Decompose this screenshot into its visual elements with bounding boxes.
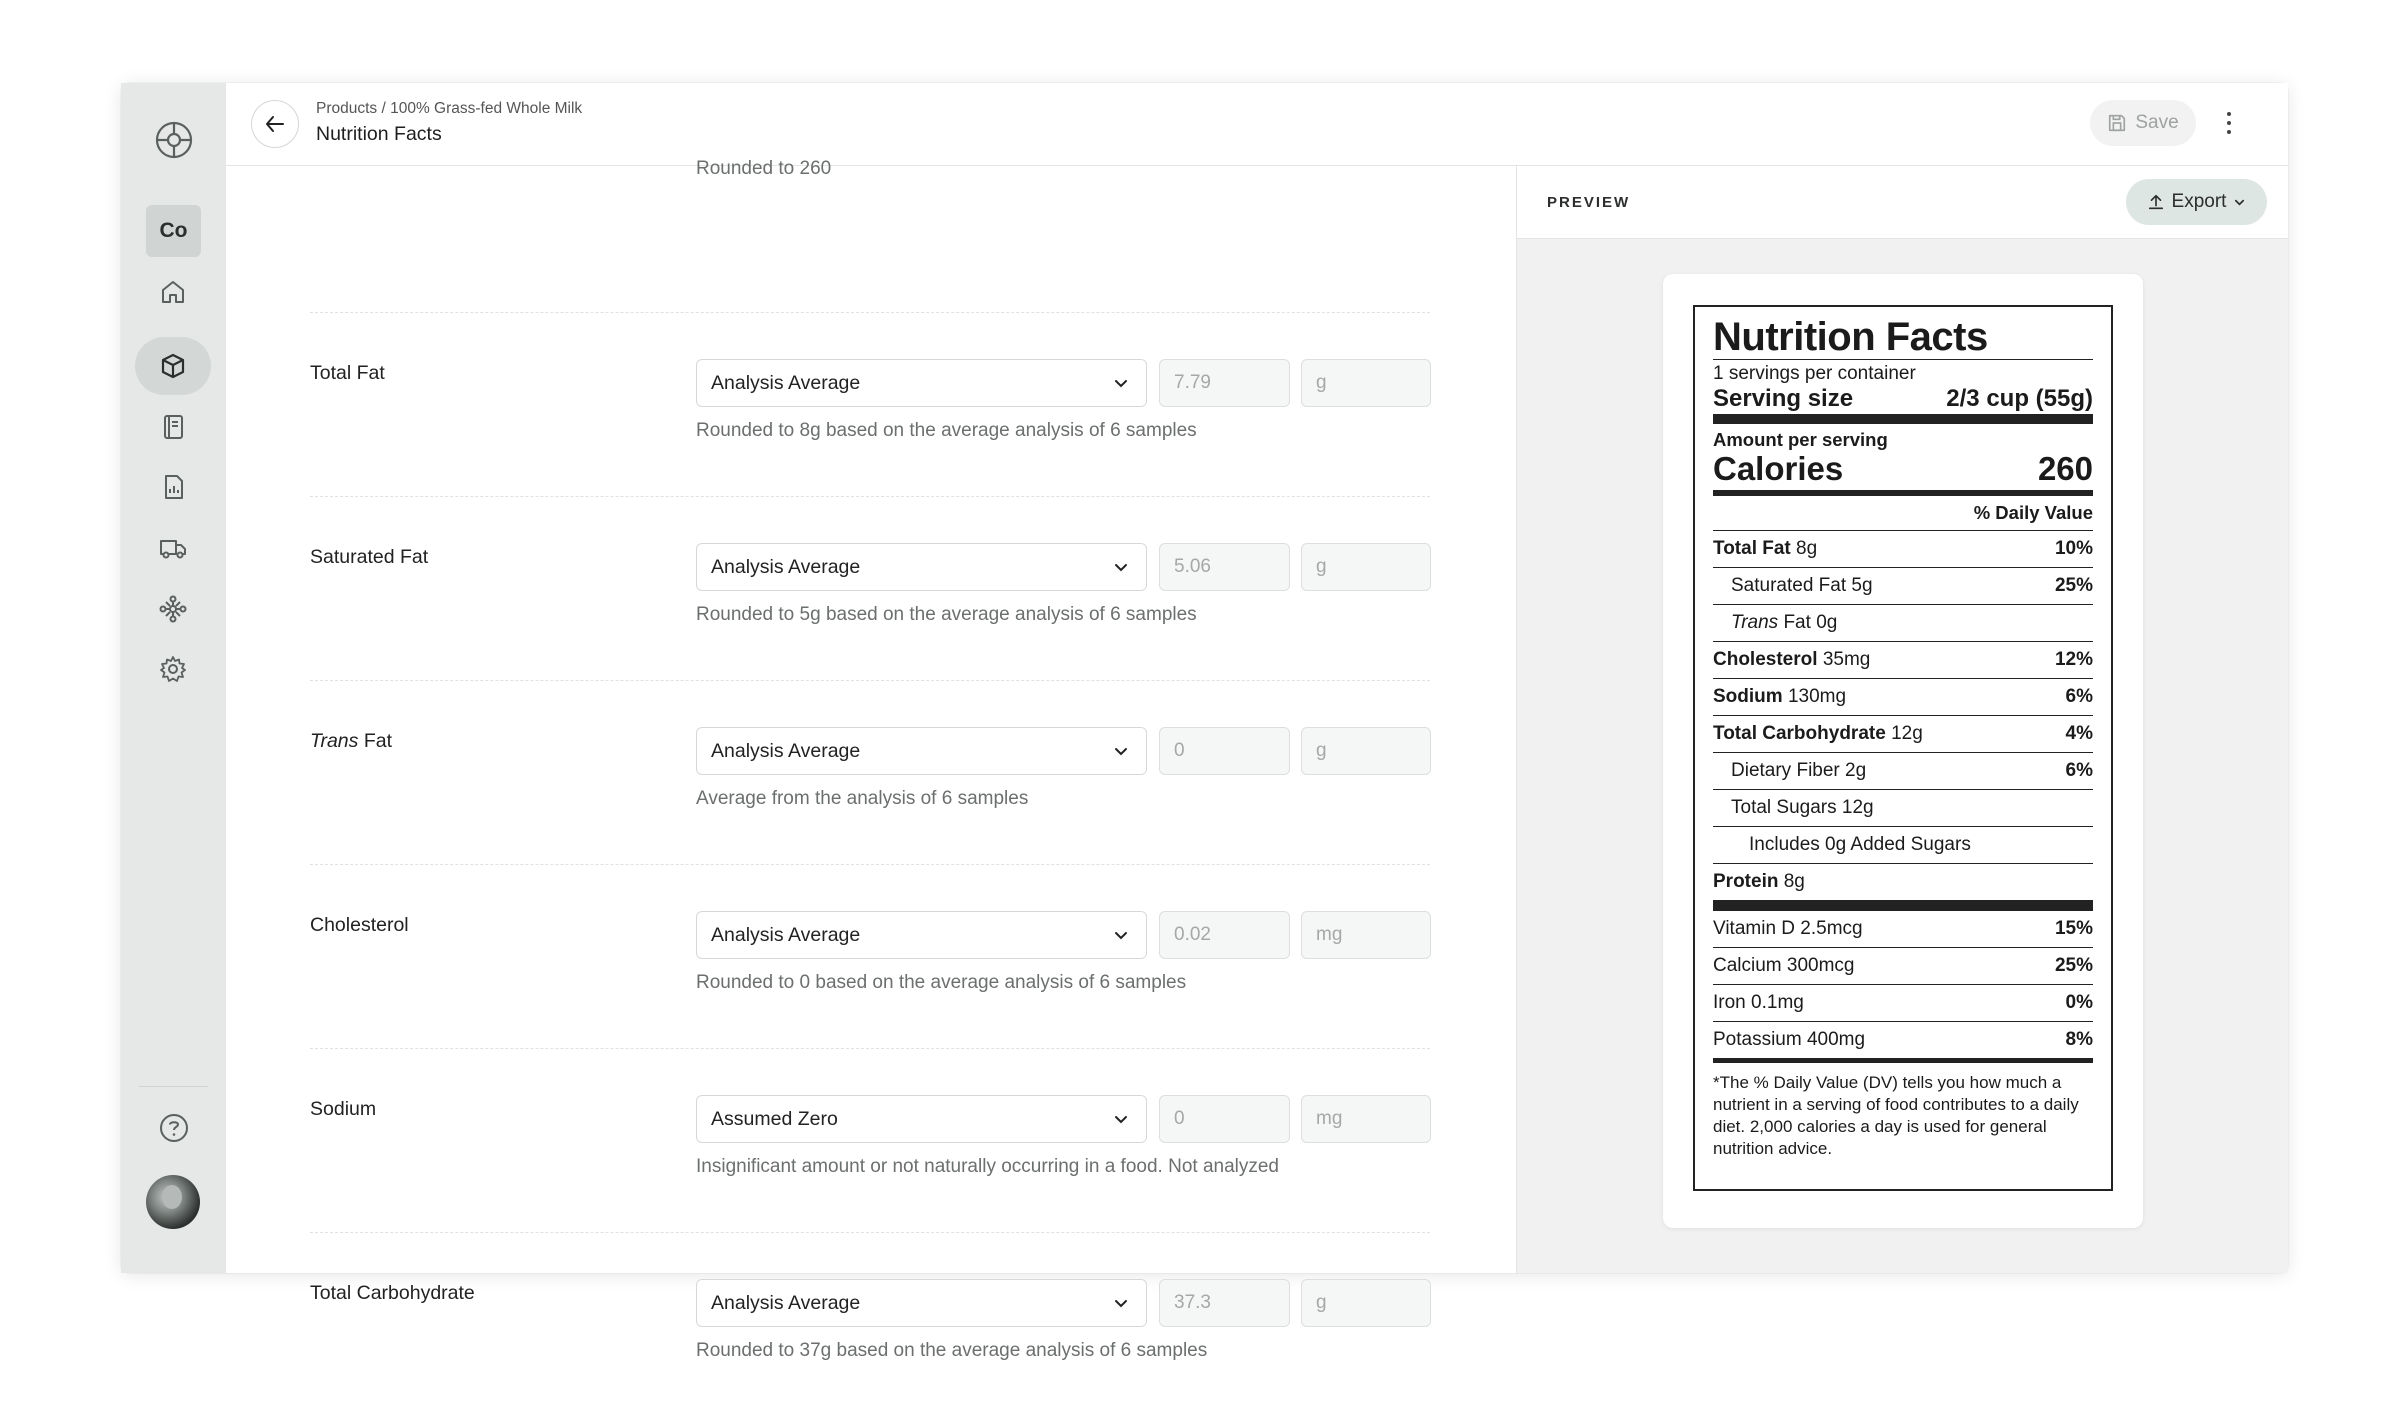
- preview-panel: [1516, 166, 2288, 1273]
- method-value: Analysis Average: [711, 555, 861, 578]
- box-icon: [158, 351, 188, 381]
- network-icon: [158, 594, 188, 624]
- nf-pct: 6%: [2065, 760, 2093, 781]
- method-select[interactable]: [696, 359, 1147, 407]
- amount-field[interactable]: 37.3: [1159, 1279, 1290, 1327]
- nutrition-facts-label: [1693, 305, 2113, 1191]
- nf-pct: 12%: [2054, 649, 2093, 670]
- nf-pct: 0%: [2065, 992, 2093, 1013]
- nf-amount: 8g: [1783, 871, 1805, 892]
- breadcrumb[interactable]: Products / 100% Grass-fed Whole Milk: [316, 100, 583, 117]
- home-icon: [158, 277, 188, 307]
- upload-icon: [2147, 193, 2165, 211]
- nf-amount: 0.1mg: [1751, 992, 1804, 1013]
- unit-field[interactable]: g: [1301, 543, 1431, 591]
- save-label: Save: [2135, 112, 2179, 133]
- preview-label: PREVIEW: [1547, 194, 1631, 211]
- nf-pct: 25%: [2054, 955, 2093, 976]
- preview-header: [1517, 166, 2288, 239]
- amount-field[interactable]: 5.06: [1159, 543, 1290, 591]
- rounding-note: Insignificant amount or not naturally occurring in a food. Not analyzed: [696, 1156, 1279, 1177]
- gear-icon: [158, 654, 188, 684]
- label-card: [1663, 274, 2143, 1228]
- unit-field[interactable]: mg: [1301, 1095, 1431, 1143]
- nf-amount: 12g: [1891, 723, 1923, 744]
- method-value: Analysis Average: [711, 923, 861, 946]
- nutrient-label: [310, 730, 392, 753]
- nf-row-protein: [1713, 864, 2093, 911]
- nutrient-label: Saturated Fat: [310, 546, 429, 568]
- nf-row-saturated-fat: [1713, 568, 2093, 605]
- chevron-down-icon: [1112, 1111, 1130, 1129]
- nutrient-label: Total Fat: [310, 362, 385, 384]
- nf-amount: 0g: [1816, 612, 1838, 633]
- chevron-down-icon: [1112, 559, 1130, 577]
- nf-row-iron: [1713, 985, 2093, 1022]
- nutrient-label: Cholesterol: [310, 914, 409, 936]
- method-value: Analysis Average: [711, 1291, 861, 1314]
- nf-name: Includes 0g Added Sugars: [1749, 834, 1971, 855]
- nf-serving-size-label: Serving size: [1713, 385, 1854, 412]
- nf-pct: 10%: [2054, 538, 2093, 559]
- unit-field[interactable]: g: [1301, 359, 1431, 407]
- amount-field[interactable]: 0.02: [1159, 911, 1290, 959]
- nf-serving-size-value: 2/3 cup (55g): [1946, 385, 2093, 412]
- nf-name: Fat: [1778, 612, 1811, 633]
- save-icon: [2107, 113, 2127, 133]
- nf-pct: 15%: [2054, 918, 2093, 939]
- export-label: Export: [2171, 191, 2227, 212]
- calories-note: Rounded to 260: [696, 158, 832, 179]
- nf-amount: 8g: [1796, 538, 1818, 559]
- rounding-note: Average from the analysis of 6 samples: [696, 788, 1029, 809]
- nutrient-label-italic: Trans: [310, 730, 359, 752]
- nf-name: Calcium: [1713, 955, 1782, 976]
- method-value: Analysis Average: [711, 371, 861, 394]
- nf-name: Total Carbohydrate: [1713, 723, 1886, 744]
- nutrient-form: [226, 158, 1516, 1361]
- nf-row-calcium: [1713, 948, 2093, 985]
- rounding-note: Rounded to 5g based on the average analysis of 6 samples: [696, 604, 1197, 625]
- nf-calories-value: 260: [2037, 450, 2093, 487]
- amount-field[interactable]: 0: [1159, 727, 1290, 775]
- report-icon: [158, 472, 188, 502]
- nf-name: Potassium: [1713, 1029, 1802, 1050]
- nf-row-total-fat: [1713, 531, 2093, 568]
- nutrient-label-text: Fat: [358, 730, 392, 752]
- sidebar-item-products[interactable]: [135, 337, 211, 395]
- nf-row-cholesterol: [1713, 642, 2093, 679]
- sidebar-item-settings[interactable]: [135, 640, 211, 698]
- sidebar-item-reports[interactable]: [135, 458, 211, 516]
- sidebar-item-shipping[interactable]: [135, 519, 211, 577]
- arrow-left-icon: [263, 112, 287, 136]
- chevron-down-icon: [1112, 927, 1130, 945]
- nf-amount: 5g: [1851, 575, 1873, 596]
- amount-field[interactable]: 7.79: [1159, 359, 1290, 407]
- nf-servings: 1 servings per container: [1713, 363, 1916, 384]
- app-window: [121, 83, 2288, 1361]
- nf-row-total-carbohydrate: [1713, 716, 2093, 753]
- nf-amount: 130mg: [1787, 686, 1847, 707]
- method-select[interactable]: [696, 543, 1147, 591]
- header: [226, 83, 2288, 166]
- nf-row-vitamin-d: [1713, 911, 2093, 948]
- nutrient-label: Total Carbohydrate: [310, 1282, 475, 1304]
- nf-amount: 2g: [1845, 760, 1867, 781]
- nf-name: Total Fat: [1713, 538, 1791, 559]
- export-button[interactable]: [2126, 179, 2267, 225]
- book-icon: [158, 412, 188, 442]
- more-menu-icon[interactable]: [2218, 105, 2240, 141]
- method-select[interactable]: [696, 911, 1147, 959]
- nf-name: Sodium: [1713, 686, 1783, 707]
- nf-pct: 25%: [2054, 575, 2093, 596]
- nf-row-total-sugars: [1713, 790, 2093, 827]
- nf-serving-size: [1713, 385, 2093, 424]
- unit-field[interactable]: mg: [1301, 911, 1431, 959]
- method-select[interactable]: [696, 1279, 1147, 1327]
- nf-name: Saturated Fat: [1731, 575, 1847, 596]
- method-value: Analysis Average: [711, 739, 861, 762]
- amount-field[interactable]: 0: [1159, 1095, 1290, 1143]
- rounding-note: Rounded to 0 based on the average analysis of 6 samples: [696, 972, 1187, 993]
- method-select[interactable]: [696, 727, 1147, 775]
- truck-icon: [158, 533, 188, 563]
- unit-field[interactable]: g: [1301, 727, 1431, 775]
- sidebar: [121, 83, 226, 1273]
- nf-title: Nutrition Facts: [1713, 315, 2093, 360]
- chevron-down-icon: [2233, 196, 2246, 209]
- nf-name-italic: Trans: [1731, 612, 1779, 633]
- rounding-note: Rounded to 8g based on the average analysis of 6 samples: [696, 420, 1197, 441]
- sidebar-item-integrations[interactable]: [135, 580, 211, 638]
- nf-row-potassium: [1713, 1022, 2093, 1063]
- nutrient-row-total-fat: [310, 312, 1430, 497]
- nf-row-trans-fat: [1713, 605, 2093, 642]
- nutrient-row-total-carbohydrate: [310, 1232, 1430, 1417]
- nf-amount: 300mcg: [1786, 955, 1855, 976]
- sidebar-item-home[interactable]: [135, 263, 211, 321]
- logo-icon[interactable]: [154, 120, 194, 160]
- nf-name: Total Sugars: [1731, 797, 1837, 818]
- nf-name: Dietary Fiber: [1731, 760, 1840, 781]
- nf-calories: [1713, 451, 2093, 496]
- method-value: Assumed Zero: [711, 1107, 838, 1130]
- nf-row-sodium: [1713, 679, 2093, 716]
- nf-row-added-sugars: [1713, 827, 2093, 864]
- rounding-note: Rounded to 37g based on the average analysis of 6 samples: [696, 1340, 1208, 1361]
- nf-amount: 400mg: [1806, 1029, 1866, 1050]
- chevron-down-icon: [1112, 1295, 1130, 1313]
- nf-row-dietary-fiber: [1713, 753, 2093, 790]
- workspace-switcher[interactable]: Co: [146, 205, 201, 257]
- nf-name: Vitamin D: [1713, 918, 1796, 939]
- back-button[interactable]: [251, 100, 299, 148]
- nf-name: Cholesterol: [1713, 649, 1818, 670]
- sidebar-divider: [139, 1086, 208, 1087]
- nutrient-row-trans-fat: [310, 680, 1430, 865]
- unit-field[interactable]: g: [1301, 1279, 1431, 1327]
- nf-calories-label: Calories: [1713, 450, 1844, 487]
- nf-amount: 2.5mcg: [1800, 918, 1863, 939]
- nf-name: Protein: [1713, 871, 1779, 892]
- nf-dv-header: % Daily Value: [1713, 496, 2093, 531]
- nf-pct: 6%: [2065, 686, 2093, 707]
- chevron-down-icon: [1112, 375, 1130, 393]
- save-button[interactable]: [2090, 100, 2196, 146]
- nf-pct: 8%: [2065, 1029, 2093, 1050]
- nf-amount: 12g: [1841, 797, 1874, 818]
- nutrient-row-cholesterol: [310, 864, 1430, 1049]
- avatar[interactable]: [146, 1175, 200, 1229]
- nf-amount-per-serving: Amount per serving: [1713, 429, 1888, 450]
- nutrient-row-saturated-fat: [310, 496, 1430, 681]
- nf-footnote: *The % Daily Value (DV) tells you how much a nutrient in a serving of food contributes to a daily diet. 2,000 calories a day is used for general nutrition advice.: [1713, 1073, 2079, 1158]
- method-select[interactable]: [696, 1095, 1147, 1143]
- page-title: Nutrition Facts: [316, 123, 442, 145]
- help-icon[interactable]: [154, 1108, 194, 1148]
- nf-pct: 4%: [2065, 723, 2093, 744]
- nutrient-label: Sodium: [310, 1098, 377, 1120]
- sidebar-item-recipes[interactable]: [135, 398, 211, 456]
- nf-name: Iron: [1713, 992, 1746, 1013]
- chevron-down-icon: [1112, 743, 1130, 761]
- nf-amount: 35mg: [1822, 649, 1871, 670]
- nutrient-row-sodium: [310, 1048, 1430, 1233]
